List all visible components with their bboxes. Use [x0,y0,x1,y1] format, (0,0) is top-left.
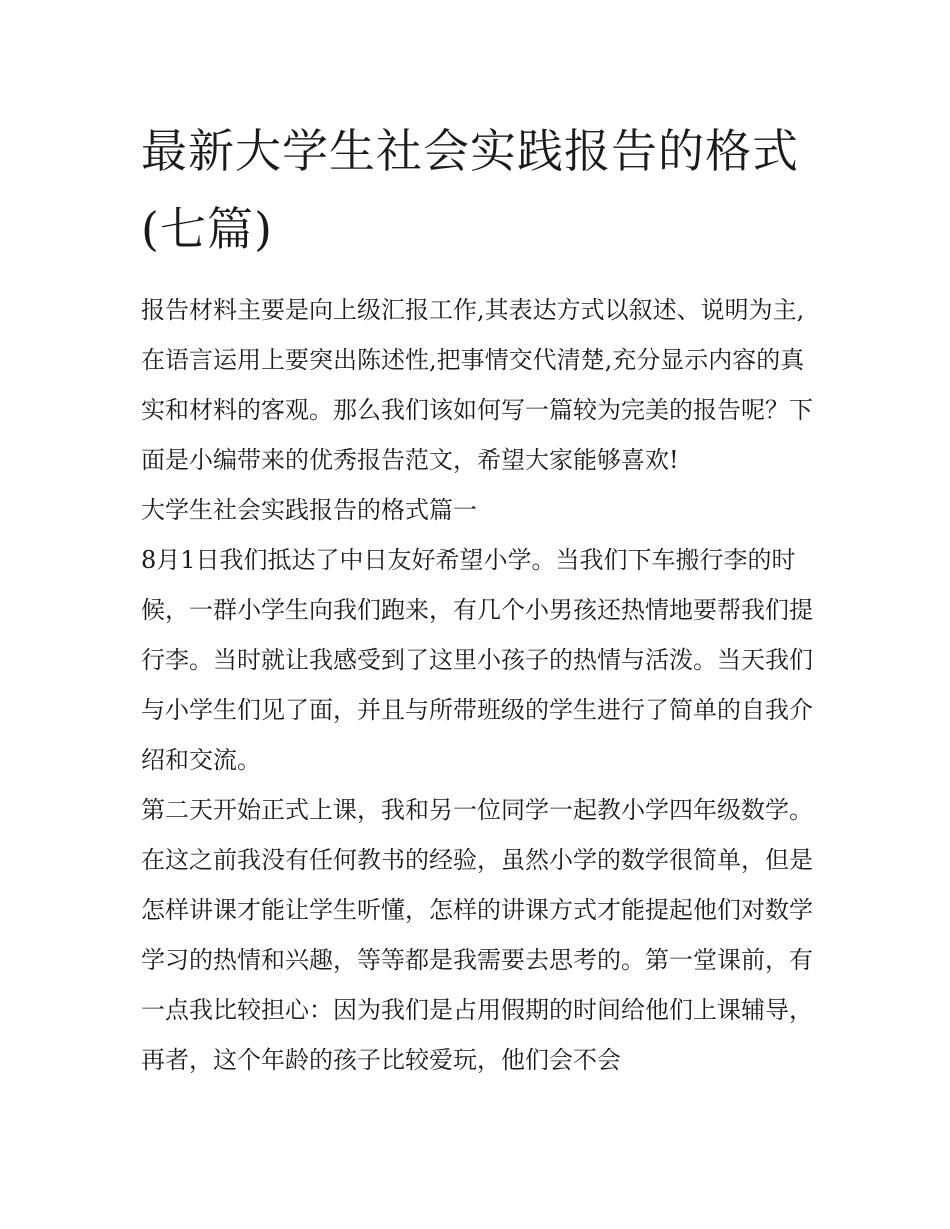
body-paragraph-1: 8月1日我们抵达了中日友好希望小学。当我们下车搬行李的时候，一群小学生向我们跑来，有几个小男孩还热情地要帮我们提行李。当时就让我感受到了这里小孩子的热情与活泼。当天我们与小学生们见了面，并且与所带班级的学生进行了简单的自我介绍和交流。 [141,546,813,774]
section-heading: 大学生社会实践报告的格式篇一 [141,496,477,524]
intro-paragraph: 报告材料主要是向上级汇报工作,其表达方式以叙述、说明为主,在语言运用上要突出陈述性,把事情交代清楚,充分显示内容的真实和材料的客观。那么我们该如何写一篇较为完美的报告呢？下面是小编带来的优秀报告范文，希望大家能够喜欢! [141,296,813,474]
body-paragraph-2: 第二天开始正式上课，我和另一位同学一起教小学四年级数学。在这之前我没有任何教书的经验，虽然小学的数学很简单，但是怎样讲课才能让学生听懂，怎样的讲课方式才能提起他们对数学学习的热情和兴趣，等等都是我需要去思考的。第一堂课前，有一点我比较担心：因为我们是占用假期的时间给他们上课辅导，再者，这个年龄的孩子比较爱玩，他们会不会 [141,796,813,1074]
document-page [141,112,816,1085]
document-title: 最新大学生社会实践报告的格式(七篇) [141,124,799,256]
